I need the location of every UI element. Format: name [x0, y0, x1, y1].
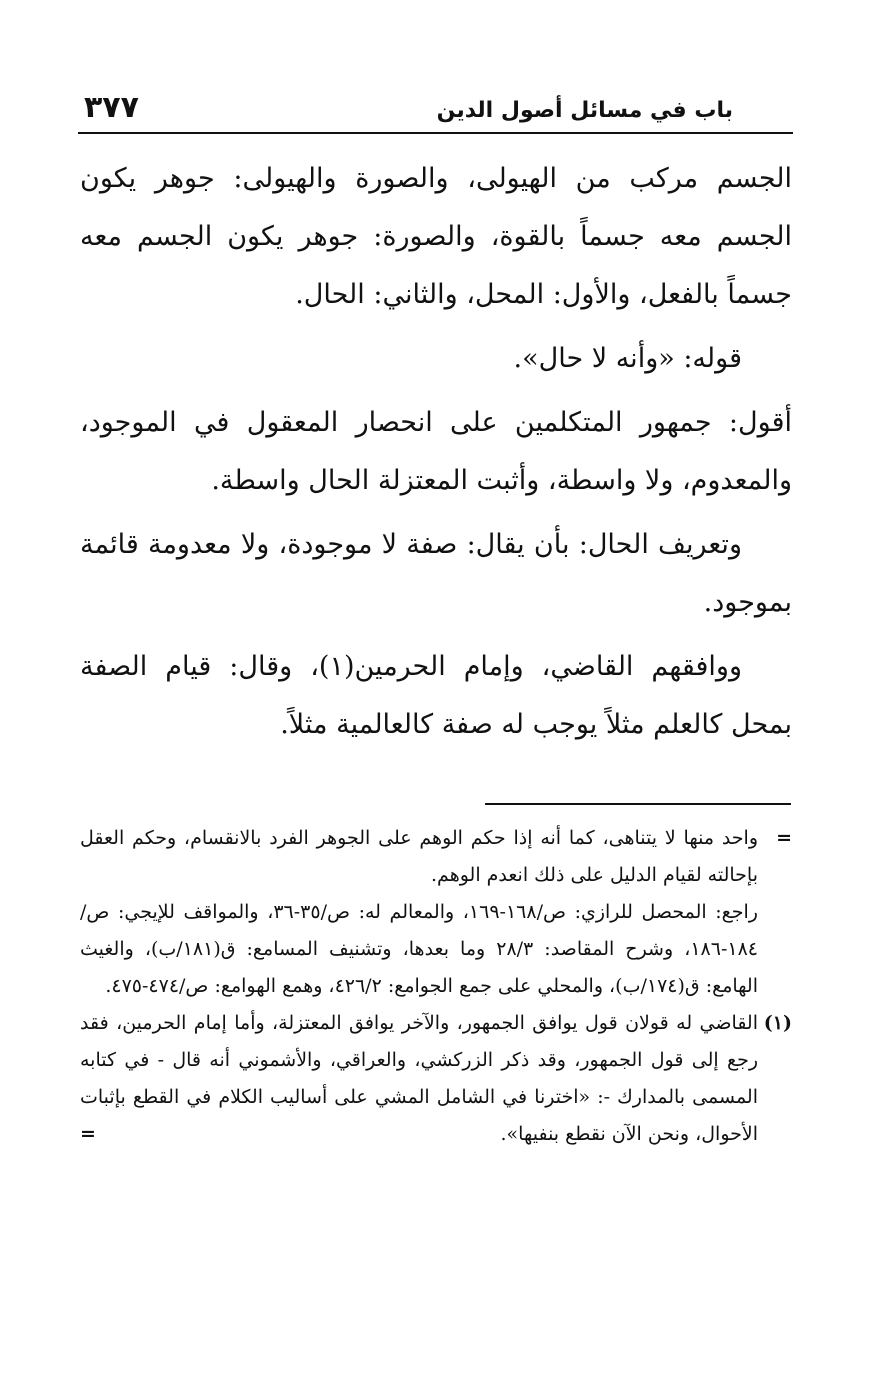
continuation-mark: =	[80, 1123, 96, 1145]
main-paragraph: قوله: «وأنه لا حال».	[513, 343, 742, 374]
page-header	[78, 92, 793, 134]
footnote-paragraph: واحد منها لا يتناهى، كما أنه إذا حكم الوهم على الجوهر الفرد بالانقسام، وحكم العقل بإحالته لقيام الدليل على ذلك انعدم الوهم.	[80, 827, 758, 886]
footnote-1	[80, 1005, 792, 1153]
main-paragraph: وتعريف الحال: بأن يقال: صفة لا موجودة، ولا معدومة قائمة بموجود.	[80, 529, 792, 618]
main-paragraph: ووافقهم القاضي، وإمام الحرمين(١)، وقال: قيام الصفة بمحل كالعلم مثلاً يوجب له صفة كالعالمية مثلاً.	[80, 651, 792, 740]
footnote-continued	[80, 820, 792, 1005]
running-title: باب في مسائل أصول الدين	[436, 98, 733, 123]
page-number: ٣٧٧	[84, 90, 139, 125]
footnote-number: (١)	[763, 1012, 792, 1034]
main-paragraph: أقول: جمهور المتكلمين على انحصار المعقول في الموجود، والمعدوم، ولا واسطة، وأثبت المعتزلة الحال واسطة.	[80, 407, 792, 496]
footnote-separator	[485, 803, 791, 805]
footnotes	[80, 820, 792, 1153]
main-text	[80, 150, 792, 754]
footnote-paragraph: راجع: المحصل للرازي: ص/١٦٨-١٦٩، والمعالم له: ص/٣٥-٣٦، والمواقف للإيجي: ص/١٨٤-١٨٦، وشرح المقاصد: ٢٨/٣ وما بعدها، وتشنيف المسامع: ق(١٨١/ب)، والغيث الهامع: ق(١٧٤/ب)، والمحلي على جمع الجوامع: ٤٢٦/٢، وهمع الهوامع: ص/٤٧٤-٤٧٥.	[80, 901, 759, 997]
continuation-mark: =	[776, 827, 792, 849]
main-paragraph: الجسم مركب من الهيولى، والصورة والهيولى: جوهر يكون الجسم معه جسماً بالقوة، والصورة: جوهر يكون الجسم معه جسماً بالفعل، والأول: المحل، والثاني: الحال.	[80, 163, 792, 310]
footnote-paragraph: القاضي له قولان قول يوافق الجمهور، والآخر يوافق المعتزلة، وأما إمام الحرمين، فقد رجع إلى قول الجمهور، وقد ذكر الزركشي، والعراقي، والأشموني أنه قال - في كتابه المسمى بالمدارك -: «اخترنا في الشامل المشي على أساليب الكلام في القطع بإثبات الأحوال، ونحن الآن نقطع بنفيها».	[80, 1012, 758, 1145]
